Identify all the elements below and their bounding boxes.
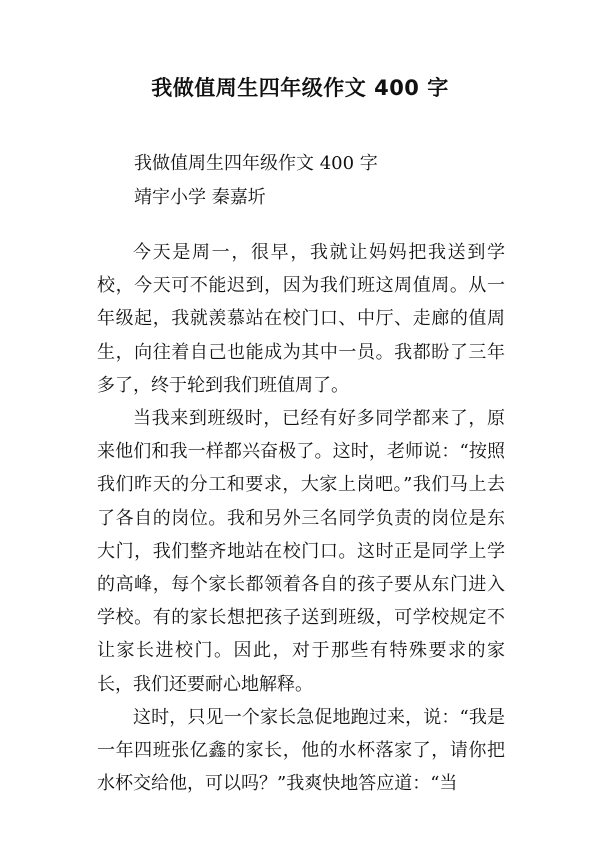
essay-author: 靖宇小学 秦嘉圻 xyxy=(134,187,266,208)
document-title: 我做值周生四年级作文 400 字 xyxy=(151,76,449,100)
essay-subtitle: 我做值周生四年级作文 400 字 xyxy=(134,153,378,174)
essay-paragraph: 当我来到班级时，已经有好多同学都来了，原来他们和我一样都兴奋极了。这时，老师说：“按照我们昨天的分工和要求，大家上岗吧。”我们马上去了各自的岗位。我和另外三名同学负责的岗位是东大门，我们整齐地站在校门口。这时正是同学上学的高峰，每个家长都领着各自的孩子要从东门进入学校。有的家长想把孩子送到班级，可学校规定不让家长进校门。因此，对于那些有特殊要求的家长，我们还要耐心地解释。 xyxy=(97,408,505,695)
essay-paragraph: 这时，只见一个家长急促地跑过来，说：“我是一年四班张亿鑫的家长，他的水杯落家了，请你把水杯交给他，可以吗？”我爽快地答应道：“当 xyxy=(97,706,505,795)
essay-body xyxy=(97,236,505,800)
essay-paragraph: 今天是周一，很早，我就让妈妈把我送到学校，今天可不能迟到，因为我们班这周值周。从一年级起，我就羡慕站在校门口、中厅、走廊的值周生，向往着自己也能成为其中一员。我都盼了三年多了，终于轮到我们班值周了。 xyxy=(97,242,505,396)
